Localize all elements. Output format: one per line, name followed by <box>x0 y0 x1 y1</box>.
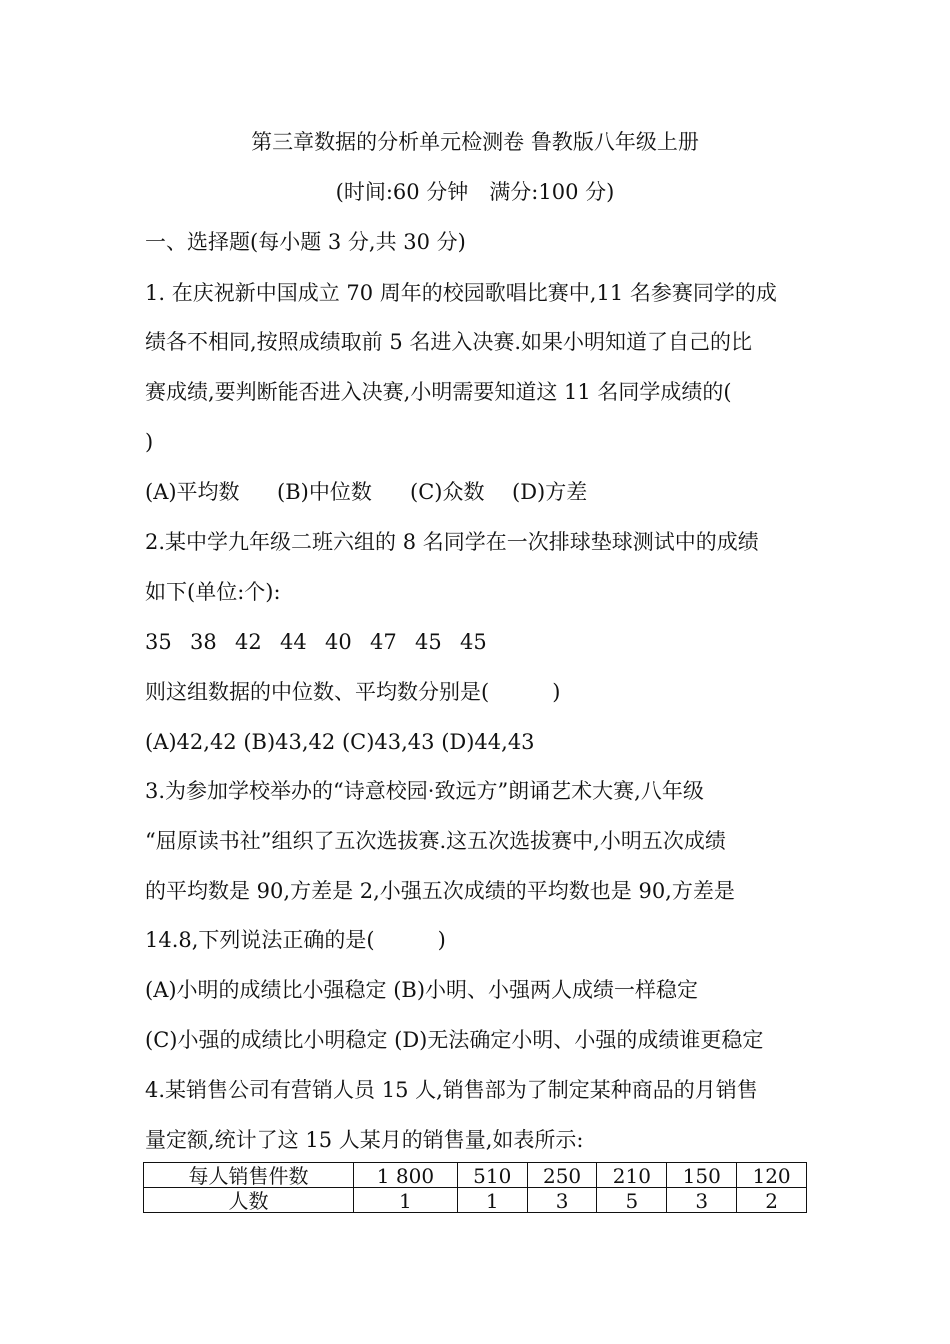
table-cell: 120 <box>737 1163 807 1188</box>
table-cell: 210 <box>597 1163 667 1188</box>
table-cell: 3 <box>667 1188 737 1213</box>
section-heading: 一、选择题(每小题 3 分,共 30 分) <box>145 230 466 254</box>
q3-options-cd: (C)小强的成绩比小明稳定 (D)无法确定小明、小强的成绩谁更稳定 <box>145 1028 764 1052</box>
table-cell: 3 <box>527 1188 597 1213</box>
score-value: 40 <box>325 630 352 654</box>
q2-line-2: 如下(单位:个): <box>145 580 281 604</box>
q4-line-2: 量定额,统计了这 15 人某月的销售量,如表所示: <box>145 1128 584 1152</box>
table-row <box>144 1188 807 1213</box>
table-cell: 2 <box>737 1188 807 1213</box>
q2-scores <box>145 628 810 656</box>
exam-info: (时间:60 分钟 满分:100 分) <box>335 180 615 204</box>
table-cell: 1 <box>354 1188 458 1213</box>
q3-line-3: 的平均数是 90,方差是 2,小强五次成绩的平均数也是 90,方差是 <box>145 879 735 903</box>
table-header-cell: 每人销售件数 <box>144 1163 354 1188</box>
table-cell: 1 800 <box>354 1163 458 1188</box>
table-cell: 5 <box>597 1188 667 1213</box>
q1-line-3: 赛成绩,要判断能否进入决赛,小明需要知道这 11 名同学成绩的( <box>145 380 732 404</box>
page-title: 第三章数据的分析单元检测卷 鲁教版八年级上册 <box>251 130 699 154</box>
q1-line-1: 1. 在庆祝新中国成立 70 周年的校园歌唱比赛中,11 名参赛同学的成 <box>145 281 777 305</box>
q1-option-d: (D)方差 <box>512 480 588 504</box>
q4-line-1: 4.某销售公司有营销人员 15 人,销售部为了制定某种商品的月销售 <box>145 1078 758 1102</box>
q2-options: (A)42,42 (B)43,42 (C)43,43 (D)44,43 <box>145 730 535 754</box>
q1-line-4: ) <box>145 430 154 454</box>
table-cell: 510 <box>457 1163 527 1188</box>
q3-options-ab: (A)小明的成绩比小强稳定 (B)小明、小强两人成绩一样稳定 <box>145 978 699 1002</box>
score-value: 45 <box>460 630 487 654</box>
table-cell: 1 <box>457 1188 527 1213</box>
q1-option-a: (A)平均数 <box>145 480 240 504</box>
q1-options <box>145 478 810 506</box>
q3-line-1: 3.为参加学校举办的“诗意校园·致远方”朗诵艺术大赛,八年级 <box>145 779 704 803</box>
table-cell: 150 <box>667 1163 737 1188</box>
q1-option-c: (C)众数 <box>410 480 485 504</box>
score-value: 42 <box>235 630 262 654</box>
score-value: 47 <box>370 630 397 654</box>
score-value: 35 <box>145 630 172 654</box>
q1-option-b: (B)中位数 <box>277 480 372 504</box>
table-cell: 250 <box>527 1163 597 1188</box>
table-header-cell: 人数 <box>144 1188 354 1213</box>
sales-table <box>143 1162 807 1213</box>
table-row <box>144 1163 807 1188</box>
score-value: 44 <box>280 630 307 654</box>
q3-line-2: “屈原读书社”组织了五次选拔赛.这五次选拔赛中,小明五次成绩 <box>145 829 726 853</box>
q1-line-2: 绩各不相同,按照成绩取前 5 名进入决赛.如果小明知道了自己的比 <box>145 330 753 354</box>
q2-line-3: 则这组数据的中位数、平均数分别是( ) <box>145 680 561 704</box>
score-value: 45 <box>415 630 442 654</box>
score-value: 38 <box>190 630 217 654</box>
q3-line-4: 14.8,下列说法正确的是( ) <box>145 928 446 952</box>
q2-line-1: 2.某中学九年级二班六组的 8 名同学在一次排球垫球测试中的成绩 <box>145 530 759 554</box>
